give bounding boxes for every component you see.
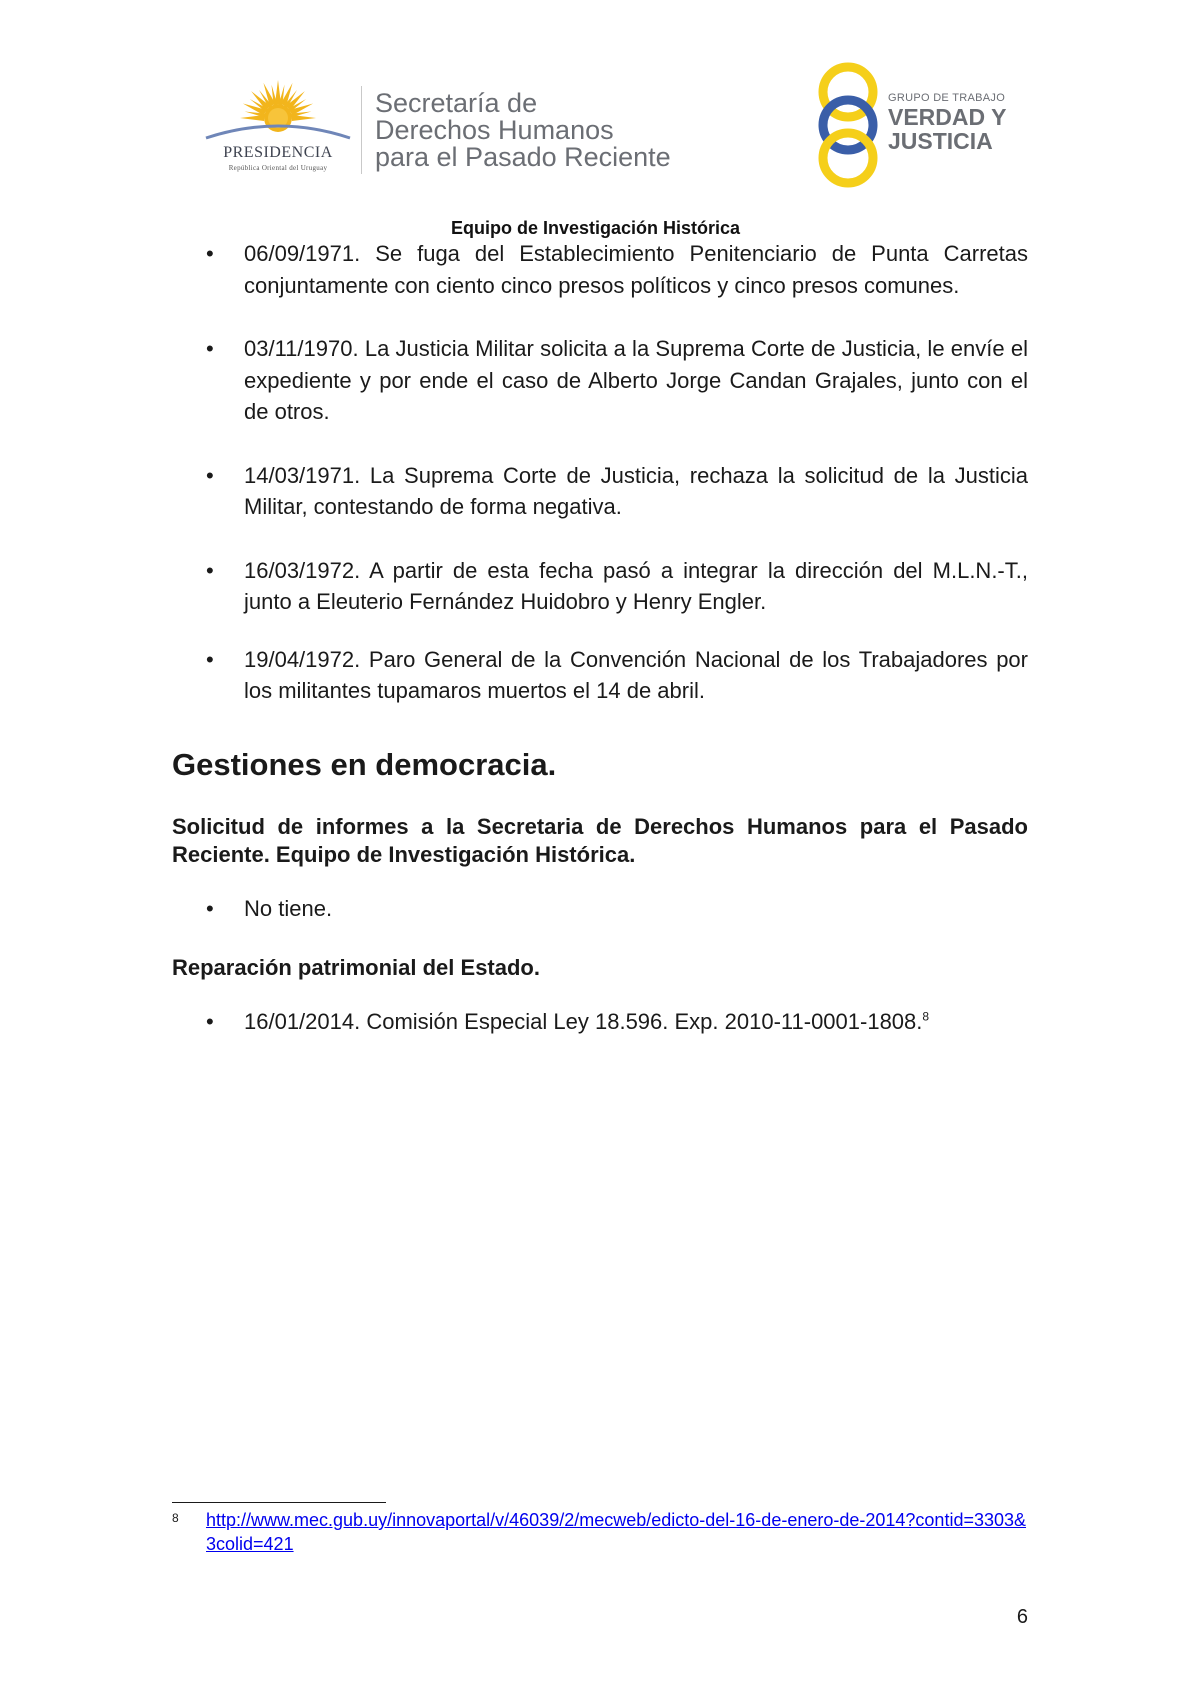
page-header <box>0 0 1191 238</box>
secretaria-line-3: para el Pasado Reciente <box>375 142 671 172</box>
page-number: 6 <box>1016 1606 1028 1628</box>
list-item: • 14/03/1971. La Suprema Corte de Justicia, rechaza la solicitud de la Justicia Militar, contestando de forma negativa. <box>172 460 1028 523</box>
reparacion-item-text: 16/01/2014. Comisión Especial Ley 18.596. Exp. 2010-11-0001-1808. <box>244 1009 923 1034</box>
list-item: • 06/09/1971. Se fuga del Establecimiento Penitenciario de Punta Carretas conjuntamente con ciento cinco presos políticos y cinco presos comunes. <box>172 238 1028 301</box>
timeline-list <box>172 238 1028 707</box>
reparacion-list <box>172 1006 1028 1038</box>
footnote-number: 8 <box>172 1511 179 1525</box>
secretaria-line-2: Derechos Humanos <box>375 115 614 145</box>
team-title: Equipo de Investigación Histórica <box>450 218 741 238</box>
sun-emblem-icon <box>198 78 358 144</box>
logo-divider <box>361 86 362 174</box>
presidencia-name: PRESIDENCIA <box>223 144 333 161</box>
document-body <box>172 238 1028 1038</box>
presidencia-subtitle: República Oriental del Uruguay <box>228 164 328 172</box>
reparacion-heading: Reparación patrimonial del Estado. <box>172 955 540 980</box>
list-item: • 19/04/1972. Paro General de la Convención Nacional de los Trabajadores por los militantes tupamaros muertos el 14 de abril. <box>172 644 1028 707</box>
list-item <box>172 1006 1028 1038</box>
footnote-reference[interactable]: 8 <box>922 1009 930 1024</box>
secretaria-logo-text <box>375 90 671 171</box>
informes-heading: Solicitud de informes a la Secretaria de Derechos Humanos para el Pasado Reciente. Equipo de Investigación Histórica. <box>172 813 1028 867</box>
grupo-line-1: GRUPO DE TRABAJO <box>888 92 1006 104</box>
secretaria-line-1: Secretaría de <box>375 88 538 118</box>
presidencia-logo <box>198 78 358 178</box>
footnote-divider <box>172 1502 386 1503</box>
informes-list <box>172 893 1028 925</box>
grupo-line-3: JUSTICIA <box>888 128 993 154</box>
list-item: • 16/03/1972. A partir de esta fecha pasó a integrar la dirección del M.L.N.-T., junto a Eleuterio Fernández Huidobro y Henry Engler. <box>172 555 1028 618</box>
footnote-link[interactable]: http://www.mec.gub.uy/innovaportal/v/46039/2/mecweb/edicto-del-16-de-enero-de-2014?contid=3303&3colid=421 <box>206 1510 1027 1554</box>
grupo-trabajo-logo <box>812 60 1022 190</box>
grupo-line-2: VERDAD Y <box>888 104 1007 130</box>
interlocked-rings-icon <box>812 60 884 190</box>
section-title: Gestiones en democracia. <box>172 746 557 782</box>
list-item: • 03/11/1970. La Justicia Militar solicita a la Suprema Corte de Justicia, le envíe el expediente y por ende el caso de Alberto Jorge Candan Grajales, junto con el de otros. <box>172 333 1028 428</box>
list-item: • No tiene. <box>172 893 1028 925</box>
